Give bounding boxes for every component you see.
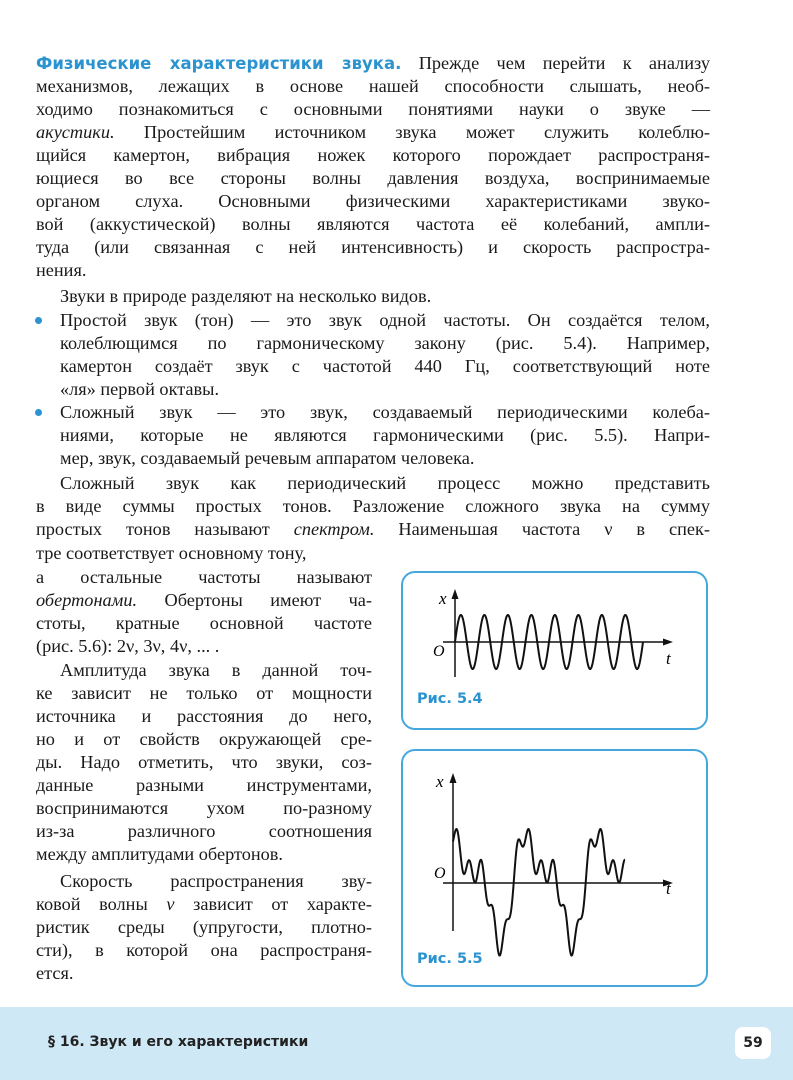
term-overtones: обертонами. [36,590,138,610]
paragraph-line: из-за различного соотношения [36,821,372,841]
x-axis-label: t [666,649,671,668]
paragraph-line: простых тонов называют спектром. Наименьшая частота ν в спек- [36,519,710,539]
paragraph-line: воспринимаются ухом по-разному [36,798,372,818]
y-axis-label: x [439,589,447,608]
bullet-line: камертон создаёт звук с частотой 440 Гц, соответствующий ноте [60,356,710,376]
y-axis-arrow [452,589,459,599]
paragraph-line: ковой волны v зависит от характе- [36,894,372,914]
paragraph-line: нения. [36,260,87,280]
complex-curve [453,829,625,956]
paragraph-line: данные разными инструментами, [36,775,372,795]
paragraph-line: Амплитуда звука в данной точ- [60,660,372,680]
paragraph-line: стоты, кратные основной частоте [36,613,372,633]
footer-section-title: § 16. Звук и его характеристики [48,1034,309,1050]
paragraph-line: источника и расстояния до него, [36,706,372,726]
bullet-line: Простой звук (тон) — это звук одной частоты. Он создаётся телом, [60,310,710,330]
figure-caption: Рис. 5.4 [417,691,483,707]
figure-5-4 [401,571,708,730]
x-axis-arrow [663,639,673,646]
bullet-line: Сложный звук — это звук, создаваемый периодическими колеба- [60,402,710,422]
y-axis-arrow [450,773,457,783]
paragraph-line: между амплитудами обертонов. [36,844,284,864]
paragraph-line: ды. Надо отметить, что звуки, соз- [36,752,372,772]
section-heading: Физические характеристики звука. [36,54,402,73]
paragraph-line: а остальные частоты называют [36,567,372,587]
page-number: 59 [735,1027,771,1059]
y-axis-label: x [436,772,444,791]
paragraph-line: в виде суммы простых тонов. Разложение сложного звука на сумму [36,496,710,516]
bullet-marker [35,317,42,324]
complex-wave-graph [403,751,706,985]
origin-label: O [434,865,446,882]
paragraph-line: органом слуха. Основными физическими характеристиками звуко- [36,191,710,211]
bullet-marker [35,409,42,416]
paragraph-line: тре соответствует основному тону, [36,543,307,563]
origin-label: O [433,643,445,660]
paragraph-line: сти), в которой она распространя- [36,940,372,960]
paragraph-line: Сложный звук как периодический процесс можно представить [60,473,710,493]
paragraph-line: ется. [36,963,74,983]
term-acoustics: акустики. [36,122,115,142]
paragraph-line: щийся камертон, вибрация ножек которого порождает распространя- [36,145,710,165]
x-axis-label: t [666,879,671,898]
paragraph-line: ходимо познакомиться с основными понятиями науки о звуке — [36,99,710,119]
paragraph-line: (рис. 5.6): 2ν, 3ν, 4ν, ... . [36,636,220,656]
bullet-line: «ля» первой октавы. [60,379,220,399]
figure-5-5 [401,749,708,987]
paragraph-line: вой (аккустической) волны являются частота её колебаний, ампли- [36,214,710,234]
bullet-line: мер, звук, создаваемый речевым аппаратом человека. [60,448,475,468]
paragraph-line: механизмов, лежащих в основе нашей способности слышать, необ- [36,76,710,96]
paragraph-line: Скорость распространения зву- [60,871,372,891]
paragraph-line: акустики. Простейшим источником звука может служить колеблю- [36,122,710,142]
figure-caption: Рис. 5.5 [417,951,483,967]
paragraph-line: Звуки в природе разделяют на несколько видов. [60,286,432,306]
bullet-line: ниями, которые не являются гармоническими (рис. 5.5). Напри- [60,425,710,445]
paragraph-line: Физические характеристики звука. Прежде чем перейти к анализу [36,53,710,73]
paragraph-line: обертонами. Обертоны имеют ча- [36,590,372,610]
bullet-line: колеблющимся по гармоническому закону (рис. 5.4). Например, [60,333,710,353]
paragraph-line: но и от свойств окружающей сре- [36,729,372,749]
symbol-velocity: v [166,894,175,914]
paragraph-line: ке зависит не только от мощности [36,683,372,703]
paragraph-line: ющиеся во все стороны волны давления воздуха, воспринимаемые [36,168,710,188]
paragraph-line: туда (или связанная с ней интенсивность) и скорость распростра- [36,237,710,257]
paragraph-line: ристик среды (упругости, плотно- [36,917,372,937]
term-spectrum: спектром. [293,519,375,539]
